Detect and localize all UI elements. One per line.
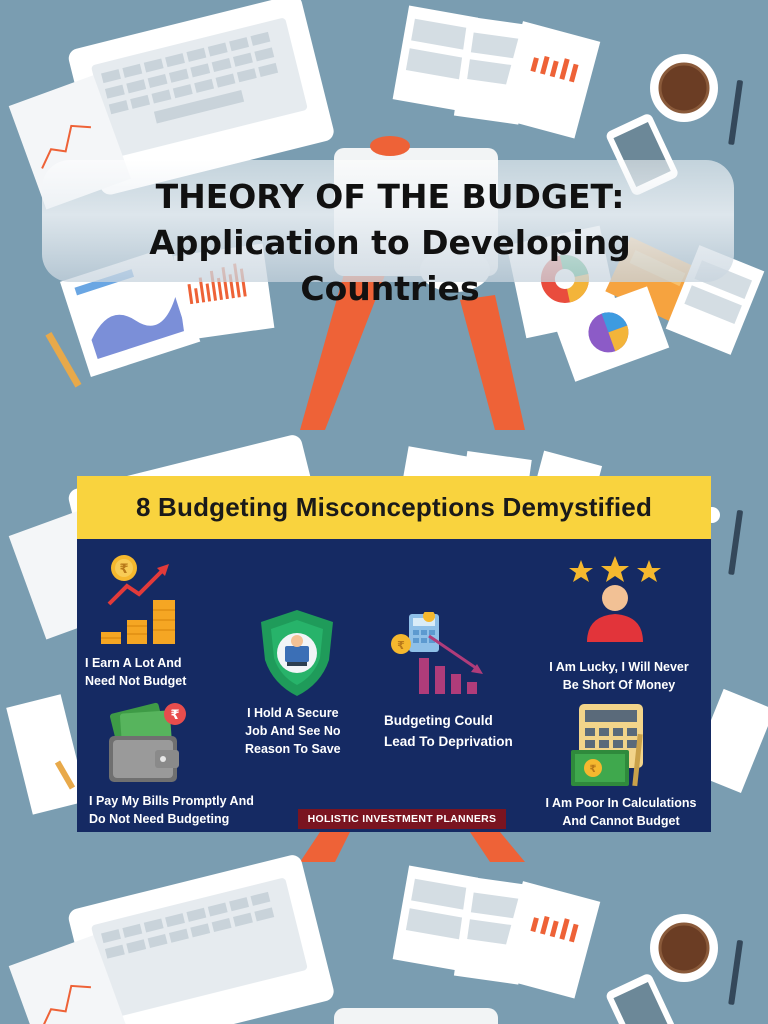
misconception-4 — [384, 710, 513, 752]
calculator-money-icon — [569, 704, 655, 790]
person-stars-icon — [567, 556, 663, 644]
svg-text:₹: ₹ — [397, 639, 405, 652]
title-line-1: THEORY OF THE BUDGET: — [155, 177, 625, 216]
title-line-2: Application to Developing — [149, 223, 631, 262]
svg-text:₹: ₹ — [119, 562, 129, 577]
misconception-2-line-1: I Pay My Bills Promptly And — [89, 794, 254, 808]
misconception-3-line-1: I Hold A Secure — [247, 706, 339, 720]
misconception-2 — [89, 792, 254, 828]
misconception-1-line-1: I Earn A Lot And — [85, 656, 182, 670]
misconception-6-line-2: And Cannot Budget — [562, 814, 680, 828]
misconception-3 — [245, 704, 341, 758]
misconception-5 — [539, 658, 699, 694]
rising-coins-chart-icon — [99, 554, 183, 646]
misconception-5-line-2: Be Short Of Money — [562, 678, 676, 692]
misconception-6-line-1: I Am Poor In Calculations — [545, 796, 697, 810]
infographic-heading: 8 Budgeting Misconceptions Demystified — [135, 492, 653, 522]
document-title — [40, 174, 740, 312]
misconception-6 — [537, 794, 705, 830]
misconception-3-line-3: Reason To Save — [245, 742, 341, 756]
misconception-3-line-2: Job And See No — [245, 724, 341, 738]
svg-text:₹: ₹ — [589, 764, 597, 775]
title-line-3: Countries — [300, 269, 480, 308]
svg-text:₹: ₹ — [170, 708, 180, 723]
falling-chart-calculator-icon — [389, 612, 489, 696]
misconception-4-line-2: Lead To Deprivation — [384, 734, 513, 749]
misconception-2-line-2: Do Not Need Budgeting — [89, 812, 230, 826]
infographic-header — [77, 476, 711, 539]
misconception-1-line-2: Need Not Budget — [85, 674, 187, 688]
wallet-cash-icon — [107, 702, 193, 786]
brand-label: HOLISTIC INVESTMENT PLANNERS — [298, 809, 506, 829]
misconception-1 — [85, 654, 186, 690]
misconception-5-line-1: I Am Lucky, I Will Never — [549, 660, 689, 674]
shield-worker-icon — [257, 608, 337, 698]
misconceptions-infographic — [77, 476, 711, 832]
misconception-4-line-1: Budgeting Could — [384, 713, 493, 728]
